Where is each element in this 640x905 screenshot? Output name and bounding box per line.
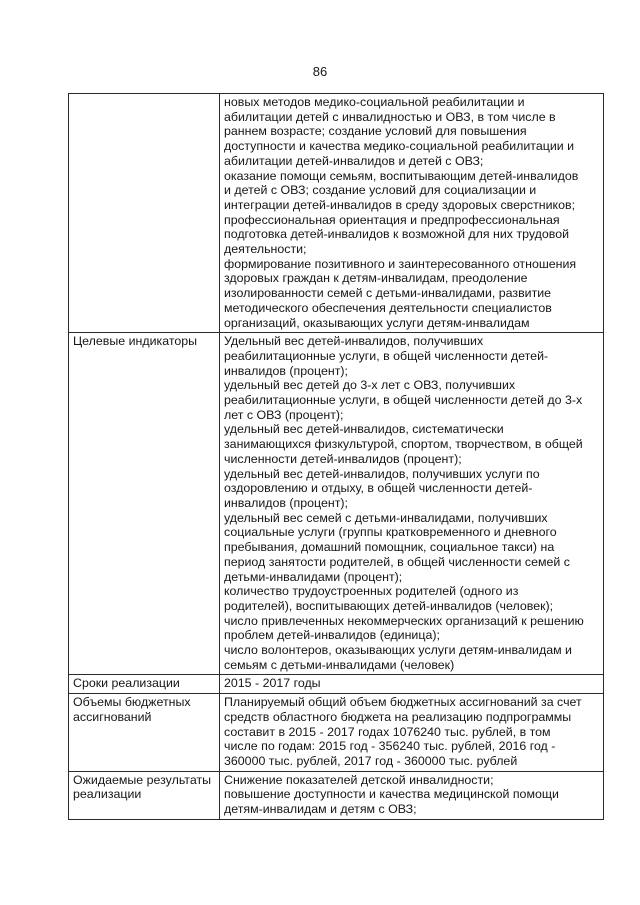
row-content-line: формирование позитивного и заинтересованного отношения [224, 256, 577, 271]
row-content-line: новых методов медико-социальной реабилитации и [224, 95, 525, 109]
row-content-line: средств областного бюджета на реализацию подпрограммы [224, 709, 572, 724]
row-content-line: абилитации детей с инвалидностью и ОВЗ, в том числе в [224, 109, 556, 124]
row-content-cell [220, 94, 604, 333]
row-label-cell [69, 694, 220, 772]
row-label-line: Объемы бюджетных [73, 695, 191, 710]
row-content-line: детьми-инвалидами (процент); [224, 569, 403, 584]
row-content-line: проблем детей-инвалидов (единица); [224, 628, 440, 643]
row-content-line: здоровых граждан к детям-инвалидам, преодоление [224, 271, 528, 286]
row-content-line: Снижение показателей детской инвалидности; [224, 772, 494, 787]
row-content-line: организаций, оказывающих услуги детям-инвалидам [224, 315, 530, 330]
row-label-cell [69, 675, 220, 694]
row-content-line: повышение доступности и качества медицинской помощи [224, 787, 559, 802]
row-label-line: Ожидаемые результаты [73, 772, 212, 787]
row-content-line: удельный вес детей-инвалидов, получивших услуги по [224, 466, 540, 481]
row-content-line: абилитации детей-инвалидов и детей с ОВЗ; [224, 153, 484, 168]
row-label-line: Целевые индикаторы [73, 334, 198, 349]
row-label-line: Сроки реализации [73, 676, 180, 691]
table-row [69, 333, 604, 675]
row-content-cell [220, 333, 604, 675]
row-content-line: профессиональная ориентация и предпрофессиональная [224, 212, 560, 227]
row-content-line: числе по годам: 2015 год - 356240 тыс. рублей, 2016 год - [224, 739, 556, 754]
row-content-line: численности детей-инвалидов (процент); [224, 451, 462, 466]
row-content-line: число волонтеров, оказывающих услуги детям-инвалидам и [224, 643, 572, 658]
row-content-line: инвалидов (процент); [224, 363, 348, 378]
table-row [69, 94, 604, 333]
row-content-line: инвалидов (процент); [224, 495, 348, 510]
row-content-line: семьям с детьми-инвалидами (человек) [224, 657, 455, 672]
row-content-line: Планируемый общий объем бюджетных ассигнований за счет [224, 695, 582, 710]
row-label-line: реализации [73, 787, 142, 802]
row-content-line: оказание помощи семьям, воспитывающим детей-инвалидов [224, 168, 579, 183]
row-label-cell [69, 333, 220, 675]
row-content-line: изолированности семей с детьми-инвалидами, развитие [224, 286, 552, 301]
row-content-line: оздоровлению и отдыху, в общей численности детей- [224, 481, 533, 496]
row-content-line: подготовка детей-инвалидов к возможной для них трудовой [224, 227, 570, 242]
row-label-line: ассигнований [73, 709, 152, 724]
row-content-line: детям-инвалидам и детям с ОВЗ; [224, 802, 417, 817]
row-content-line: удельный вес семей с детьми-инвалидами, получивших [224, 510, 548, 525]
row-content-cell [220, 771, 604, 819]
row-content-line: пребывания, домашний помощник, социальное такси) на [224, 540, 555, 555]
table-row [69, 675, 604, 694]
row-content-line: доступности и качества медико-социальной реабилитации и [224, 139, 575, 154]
row-content-line: удельный вес детей до 3-х лет с ОВЗ, получивших [224, 378, 516, 393]
row-content-line: 360000 тыс. рублей, 2017 год - 360000 тыс. рублей [224, 753, 518, 768]
row-content-line: раннем возрасте; создание условий для повышения [224, 124, 527, 139]
row-content-line: социальные услуги (группы кратковременного и дневного [224, 525, 557, 540]
page-number: 86 [312, 64, 328, 79]
table-row [69, 694, 604, 772]
row-content-line: методического обеспечения деятельности специалистов [224, 300, 552, 315]
row-content-line: реабилитационные услуги, в общей численности детей до 3-х [224, 393, 583, 408]
row-content-line: реабилитационные услуги, в общей численности детей- [224, 348, 549, 363]
row-content-line: и детей с ОВЗ; создание условий для социализации и [224, 183, 537, 198]
row-content-cell [220, 694, 604, 772]
row-content-line: период занятости родителей, в общей численности семей с [224, 554, 570, 569]
row-content-line: 2015 - 2017 годы [224, 676, 321, 691]
row-label-cell [69, 771, 220, 819]
passport-table [68, 93, 604, 820]
row-content-line: число привлеченных некоммерческих организаций к решению [224, 613, 584, 628]
row-content-line: составит в 2015 - 2017 годах 1076240 тыс. рублей, в том [224, 724, 551, 739]
row-content-cell [220, 675, 604, 694]
row-content-line: удельный вес детей-инвалидов, систематически [224, 422, 504, 437]
row-content-line: занимающихся физкультурой, спортом, творчеством, в общей [224, 437, 583, 452]
table-row [69, 771, 604, 819]
row-label-cell [69, 94, 220, 333]
row-content-line: Удельный вес детей-инвалидов, получивших [224, 334, 484, 349]
row-content-line: количество трудоустроенных родителей (одного из [224, 584, 519, 599]
row-content-line: родителей), воспитывающих детей-инвалидов (человек); [224, 598, 554, 613]
row-content-line: лет с ОВЗ (процент); [224, 407, 344, 422]
row-content-line: деятельности; [224, 242, 307, 257]
row-content-line: интеграции детей-инвалидов в среду здоровых сверстников; [224, 197, 576, 212]
